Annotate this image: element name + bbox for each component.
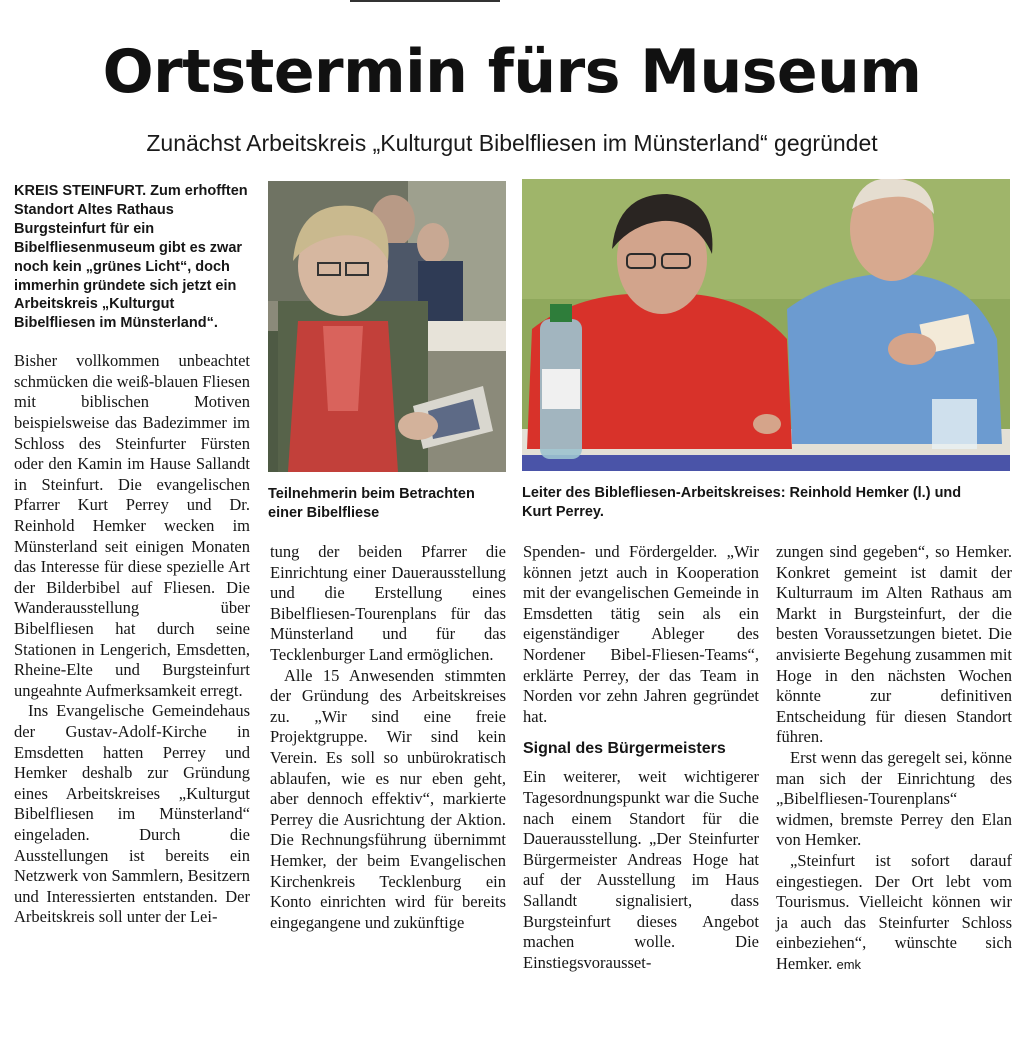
col4-paragraph-3-text: „Steinfurt ist sofort darauf eingestiegen. Der Ort lebt vom Tourismus. Vielleicht können wir ja auch das Steinfurter Schloss einbeziehen“, wünschte sich Hemker. (776, 850, 1012, 973)
col3-paragraph-1: Spenden- und Fördergelder. „Wir können jetzt auch in Kooperation mit der evangelischen Gemeinde in Emsdetten tätig sein als ein eigenständiger Ableger des Nordener Bibel-Fliesen-Teams“, erklärte Perrey, der das Team in Norden vor zehn Jahren gegründet hat. (523, 542, 759, 726)
photo1-caption: Teilnehmerin beim Betrachten einer Bibelfliese (268, 486, 475, 521)
photo-woman-with-tile (268, 181, 506, 472)
article-column-1 (14, 182, 250, 928)
col1-paragraph-2: Ins Evangelische Gemeindehaus der Gustav-Adolf-Kirche in Emsdetten hatten Perrey und Hemker deshalb zur Gründung eines Arbeitskreises „Kulturgut Bibelfliesen im Münsterland“ eingeladen. Durch die Ausstellungen ist bereits ein Netzwerk von Sammlern, Besitzern und Interessierten entstanden. Der Arbeitskreis soll unter der Lei- (14, 701, 250, 927)
col4-paragraph-1: zungen sind gegeben“, so Hemker. Konkret gemeint ist damit der Kulturraum im Alten Rathaus am Markt in Burgsteinfurt, der die besten Voraussetzungen bietet. Die anvisierte Begehung zusammen mit Hoge in den nächsten Wochen könnte zur definitiven Entscheidung für diesen Standort führen. (776, 542, 1012, 747)
author-signature: emk (836, 956, 862, 972)
col4-paragraph-2: Erst wenn das geregelt sei, könne man sich der Einrichtung des „Bibelfliesen-Tourenplans“ widmen, bremste Perrey den Elan von Hemker. (776, 747, 1012, 850)
article-headline: Ortstermin fürs Museum (102, 37, 922, 107)
article-lead: KREIS STEINFURT. Zum erhofften Standort Altes Rathaus Burgsteinfurt für ein Bibelfliesenmuseum gibt es zwar noch kein „grünes Licht“, doch immerhin gründete sich jetzt ein Arbeitskreis „Kulturgut Bibelfliesen im Münsterland“. (14, 183, 248, 332)
article-column-4 (776, 542, 1012, 975)
article-column-3 (523, 542, 759, 973)
photo-two-men (522, 179, 1010, 471)
col1-paragraph-1: Bisher vollkommen unbeachtet schmücken die weiß-blauen Fliesen mit biblischen Motiven beispielsweise das Badezimmer im Schloss des Steinfurter Fürsten oder den Kamin im Hause Sallandt in Steinfurt. Die evangelischen Pfarrer Kurt Perrey und Dr. Reinhold Hemker wecken im Münsterland seit einigen Monaten das Interesse für diese spezielle Art der Bilderbibel auf Fliesen. Die Wanderausstellung über Bibelfliesen hat durch seine Stationen in Lengerich, Emsdetten, Rheine-Elte und Burgsteinfurt ungeahnte Aufmerksamkeit erregt. (14, 351, 250, 700)
article-column-2 (270, 542, 506, 933)
col4-paragraph-3 (776, 851, 1012, 976)
article-subheadline: Zunächst Arbeitskreis „Kulturgut Bibelfliesen im Münsterland“ gegründet (146, 130, 878, 156)
top-rule (350, 0, 500, 2)
section-subhead: Signal des Bürgermeisters (523, 740, 726, 758)
col2-paragraph-2: Alle 15 Anwesenden stimmten der Gründung des Arbeitskreises zu. „Wir sind eine freie Projektgruppe. Wir sind kein Verein. Es soll so unbürokratisch ablaufen, wie es nur eben geht, aber dennoch effektiv“, markierte Perrey die Ausrichtung der Aktion. Die Rechnungsführung übernimmt Hemker, der beim Evangelischen Kirchenkreis Tecklenburg ein Konto einrichten wird für bereits eingegangene und zukünftige (270, 665, 506, 932)
col2-paragraph-1: tung der beiden Pfarrer die Einrichtung einer Dauerausstellung und die Erstellung eines Bibelfliesen-Tourenplans für das Münsterland und für das Tecklenburger Land ermöglichen. (270, 542, 506, 664)
col3-paragraph-2: Ein weiterer, weit wichtigerer Tagesordnungspunkt war die Suche nach einem Standort für die Dauerausstellung. „Der Steinfurter Bürgermeister Andreas Hoge hat auf der Ausstellung im Haus Sallandt signalisiert, dass Burgsteinfurt dieses Angebot machen wolle. Die Einstiegsvorausset- (523, 767, 759, 972)
photo2-caption: Leiter des Biblefliesen-Arbeitskreises: Reinhold Hemker (l.) und Kurt Perrey. (522, 485, 962, 520)
